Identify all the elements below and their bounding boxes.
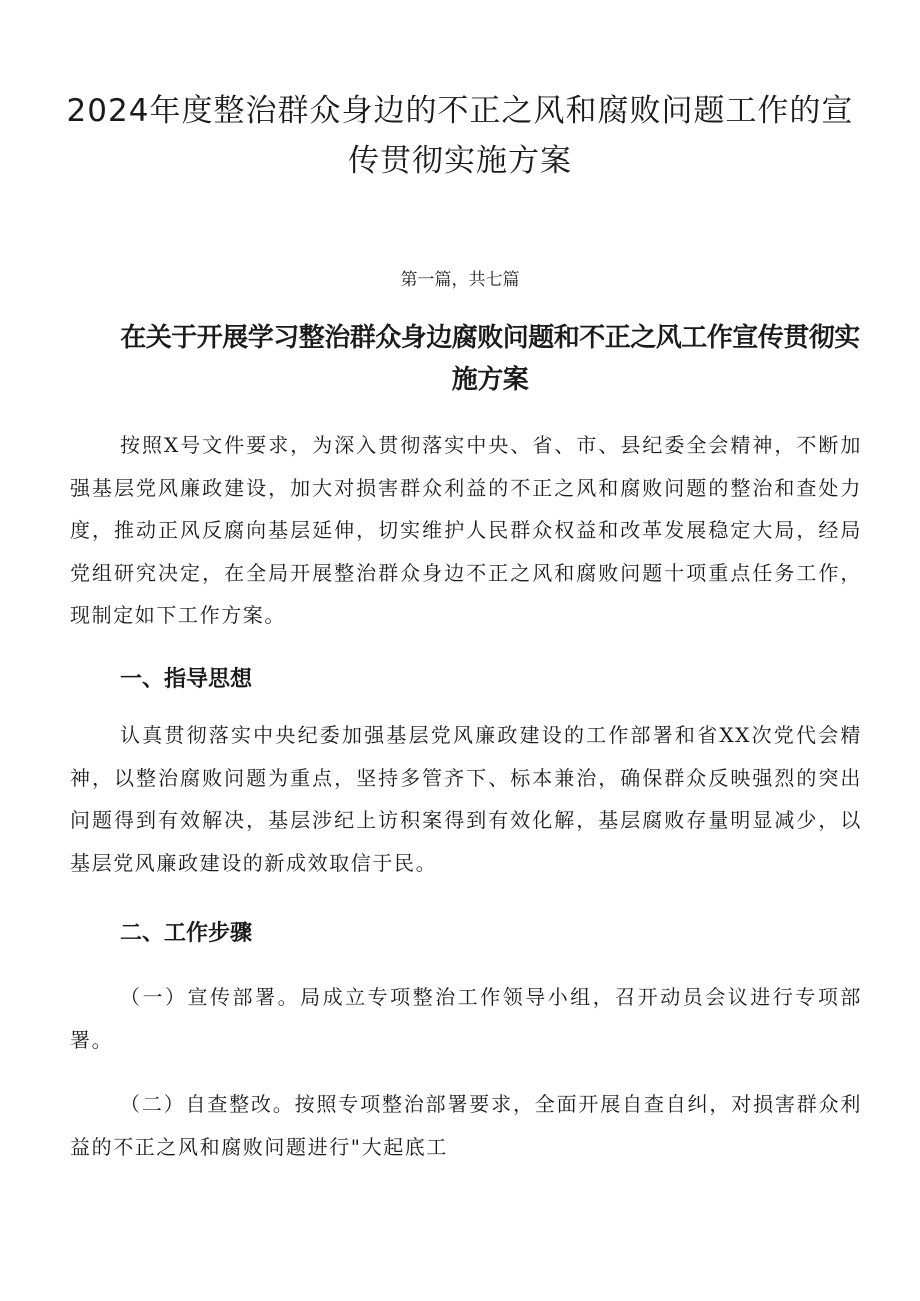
heading-work-steps: 二、工作步骤 <box>120 921 253 946</box>
work-step-2: （二）自查整改。按照专项整治部署要求，全面开展自查自纠，对损害群众利益的不正之风和腐败问题进行"大起底工 <box>70 1092 862 1159</box>
section-subtitle: 在关于开展学习整治群众身边腐败问题和不正之风工作宣传贯彻实施方案 <box>120 323 860 395</box>
heading-guiding-thought: 一、指导思想 <box>120 667 253 692</box>
work-step-1: （一）宣传部署。局成立专项整治工作领导小组，召开动员会议进行专项部署。 <box>70 985 862 1052</box>
part-label: 第一篇，共七篇 <box>400 270 520 290</box>
document-title: 2024年度整治群众身边的不正之风和腐败问题工作的宣传贯彻实施方案 <box>66 93 854 179</box>
guiding-thought-paragraph: 认真贯彻落实中央纪委加强基层党风廉政建设的工作部署和省XX次党代会精神，以整治腐败问题为重点，坚持多管齐下、标本兼治，确保群众反映强烈的突出问题得到有效解决，基层涉纪上访积案得到有效化解，基层腐败存量明显减少，以基层党风廉政建设的新成效取信于民。 <box>70 723 862 875</box>
intro-paragraph: 按照X号文件要求，为深入贯彻落实中央、省、市、县纪委全会精神，不断加强基层党风廉政建设，加大对损害群众利益的不正之风和腐败问题的整治和查处力度，推动正风反腐向基层延伸，切实维护人民群众权益和改革发展稳定大局，经局党组研究决定，在全局开展整治群众身边不正之风和腐败问题十项重点任务工作，现制定如下工作方案。 <box>70 433 862 627</box>
